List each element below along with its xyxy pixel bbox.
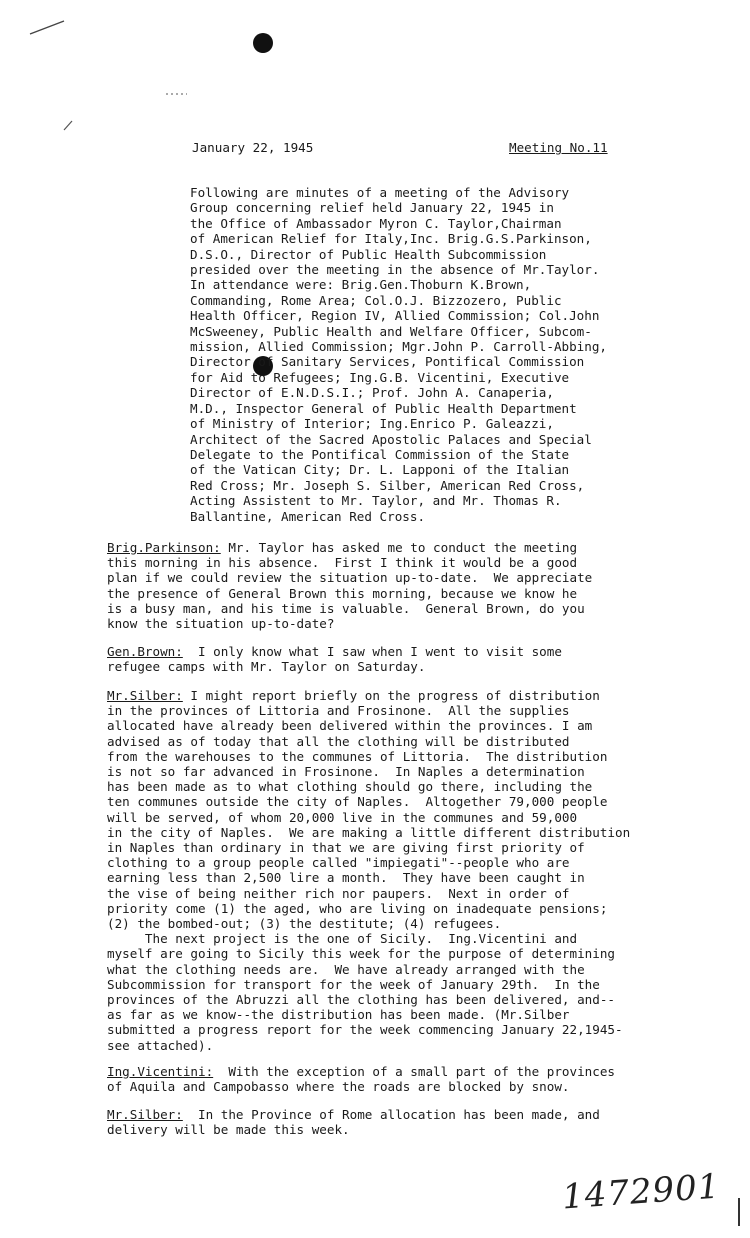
paragraph-line: advised as of today that all the clothing will be distributed — [107, 733, 570, 749]
paragraph-line: refugee camps with Mr. Taylor on Saturday. — [107, 659, 426, 675]
paragraph-line: myself are going to Sicily this week for the purpose of determining — [107, 946, 615, 962]
intro-line: presided over the meeting in the absence of Mr.Taylor. — [190, 262, 600, 278]
paragraph-mr-silber-2 — [107, 1107, 727, 1137]
paragraph-line: (2) the bombed-out; (3) the destitute; (4) refugees. — [107, 916, 502, 932]
speaker-text: With the exception of a small part of the provinces — [213, 1064, 616, 1079]
intro-line: Following are minutes of a meeting of the Advisory — [190, 185, 570, 200]
paragraph-first-line — [107, 1107, 727, 1122]
speaker-text: Mr. Taylor has asked me to conduct the meeting — [220, 540, 578, 555]
intro-line: mission, Allied Commission; Mgr.John P. Carroll-Abbing, — [190, 339, 608, 355]
paragraph-brig-parkinson — [107, 540, 727, 631]
paragraph-first-line — [107, 688, 727, 703]
paragraph-line: allocated have already been delivered within the provinces. I am — [107, 718, 593, 734]
paragraph-line: delivery will be made this week. — [107, 1122, 350, 1138]
intro-line: McSweeney, Public Health and Welfare Officer, Subcom- — [190, 323, 592, 339]
handwritten-number: 1472901 — [560, 1166, 722, 1218]
intro-line: Red Cross; Mr. Joseph S. Silber, American Red Cross, — [190, 477, 585, 493]
paragraph-first-line — [107, 644, 727, 659]
speaker-text: In the Province of Rome allocation has been made, and — [182, 1107, 600, 1122]
intro-line: Director of E.N.D.S.I.; Prof. John A. Canaperia, — [190, 385, 554, 401]
paragraph-line: from the warehouses to the communes of Littoria. The distribution — [107, 748, 608, 764]
speaker-text: I might report briefly on the progress of distribution — [182, 688, 600, 703]
paragraph-line: the vise of being neither rich nor paupers. Next in order of — [107, 885, 570, 901]
intro-line: In attendance were: Brig.Gen.Thoburn K.Brown, — [190, 277, 532, 293]
paragraph-line: in the city of Naples. We are making a little different distribution — [107, 824, 631, 840]
intro-line: Group concerning relief held January 22, 1945 in — [190, 200, 554, 216]
intro-line: for Aid to Refugees; Ing.G.B. Vicentini, Executive — [190, 369, 570, 385]
paragraph-line: know the situation up-to-date? — [107, 616, 335, 632]
paragraph-line: of Aquila and Campobasso where the roads are blocked by snow. — [107, 1079, 570, 1095]
paragraph-ing-vicentini — [107, 1064, 727, 1094]
intro-line: Commanding, Rome Area; Col.O.J. Bizzozero, Public — [190, 292, 562, 308]
paragraph-gen-brown — [107, 644, 727, 674]
meeting-number: Meeting No.11 — [509, 140, 608, 155]
speaker-text: I only know what I saw when I went to visit some — [182, 644, 562, 659]
intro-line: M.D., Inspector General of Public Health Department — [190, 400, 577, 416]
paragraph-line: see attached). — [107, 1037, 214, 1053]
paragraph-line: the presence of General Brown this morning, because we know he — [107, 585, 578, 601]
intro-line: Architect of the Sacred Apostolic Palaces and Special — [190, 431, 592, 447]
paragraph-line: what the clothing needs are. We have already arranged with the — [107, 961, 585, 977]
speaker-name: Mr.Silber: — [107, 1107, 183, 1122]
document-date: January 22, 1945 — [192, 140, 314, 155]
paragraph-line: will be served, of whom 20,000 live in the communes and 59,000 — [107, 809, 578, 825]
speaker-name: Gen.Brown: — [107, 644, 183, 659]
paragraph-line: clothing to a group people called "impiegati"--people who are — [107, 855, 570, 871]
pencil-mark — [165, 90, 189, 98]
paragraph-line: is not so far advanced in Frosinone. In Naples a determination — [107, 764, 585, 780]
intro-line: Ballantine, American Red Cross. — [190, 508, 426, 524]
paragraph-line: ten communes outside the city of Naples. Altogether 79,000 people — [107, 794, 608, 810]
intro-line: of the Vatican City; Dr. L. Lapponi of the Italian — [190, 462, 570, 478]
paragraph-first-line — [107, 1064, 727, 1079]
paragraph-first-line — [107, 540, 727, 555]
margin-mark — [738, 1198, 740, 1226]
paragraph-line: provinces of the Abruzzi all the clothing has been delivered, and-- — [107, 992, 615, 1008]
speaker-name: Mr.Silber: — [107, 688, 183, 703]
pencil-mark — [28, 18, 68, 38]
paragraph-line: priority come (1) the aged, who are living on inadequate pensions; — [107, 900, 608, 916]
intro-line: Delegate to the Pontifical Commission of the State — [190, 446, 570, 462]
paragraph-line: is a busy man, and his time is valuable. General Brown, do you — [107, 600, 585, 616]
paragraph-line: The next project is the one of Sicily. Ing.Vicentini and — [107, 931, 578, 947]
paragraph-line: has been made as to what clothing should go there, including the — [107, 779, 593, 795]
intro-paragraph — [190, 185, 710, 524]
paragraph-line: in the provinces of Littoria and Frosinone. All the supplies — [107, 703, 570, 719]
intro-line: Acting Assistent to Mr. Taylor, and Mr. Thomas R. — [190, 493, 562, 509]
intro-line: Health Officer, Region IV, Allied Commission; Col.John — [190, 308, 600, 324]
paragraph-mr-silber — [107, 688, 727, 1053]
intro-line: Director of Sanitary Services, Pontifical Commission — [190, 354, 585, 370]
intro-line: of American Relief for Italy,Inc. Brig.G.S.Parkinson, — [190, 231, 592, 247]
intro-line: D.S.O., Director of Public Health Subcommission — [190, 246, 547, 262]
paragraph-line: this morning in his absence. First I think it would be a good — [107, 555, 578, 571]
speaker-name: Ing.Vicentini: — [107, 1064, 214, 1079]
paragraph-line: submitted a progress report for the week commencing January 22,1945- — [107, 1022, 623, 1038]
paragraph-line: earning less than 2,500 lire a month. They have been caught in — [107, 870, 585, 886]
punch-hole-top — [253, 33, 273, 53]
paragraph-line: in Naples than ordinary in that we are giving first priority of — [107, 840, 585, 856]
paragraph-line: as far as we know--the distribution has been made. (Mr.Silber — [107, 1007, 570, 1023]
paragraph-line: plan if we could review the situation up-to-date. We appreciate — [107, 570, 593, 586]
speaker-name: Brig.Parkinson: — [107, 540, 221, 555]
intro-line: of Ministry of Interior; Ing.Enrico P. Galeazzi, — [190, 416, 554, 432]
paragraph-line: Subcommission for transport for the week of January 29th. In the — [107, 976, 600, 992]
intro-line: the Office of Ambassador Myron C. Taylor,Chairman — [190, 215, 562, 231]
pencil-mark — [62, 118, 76, 134]
